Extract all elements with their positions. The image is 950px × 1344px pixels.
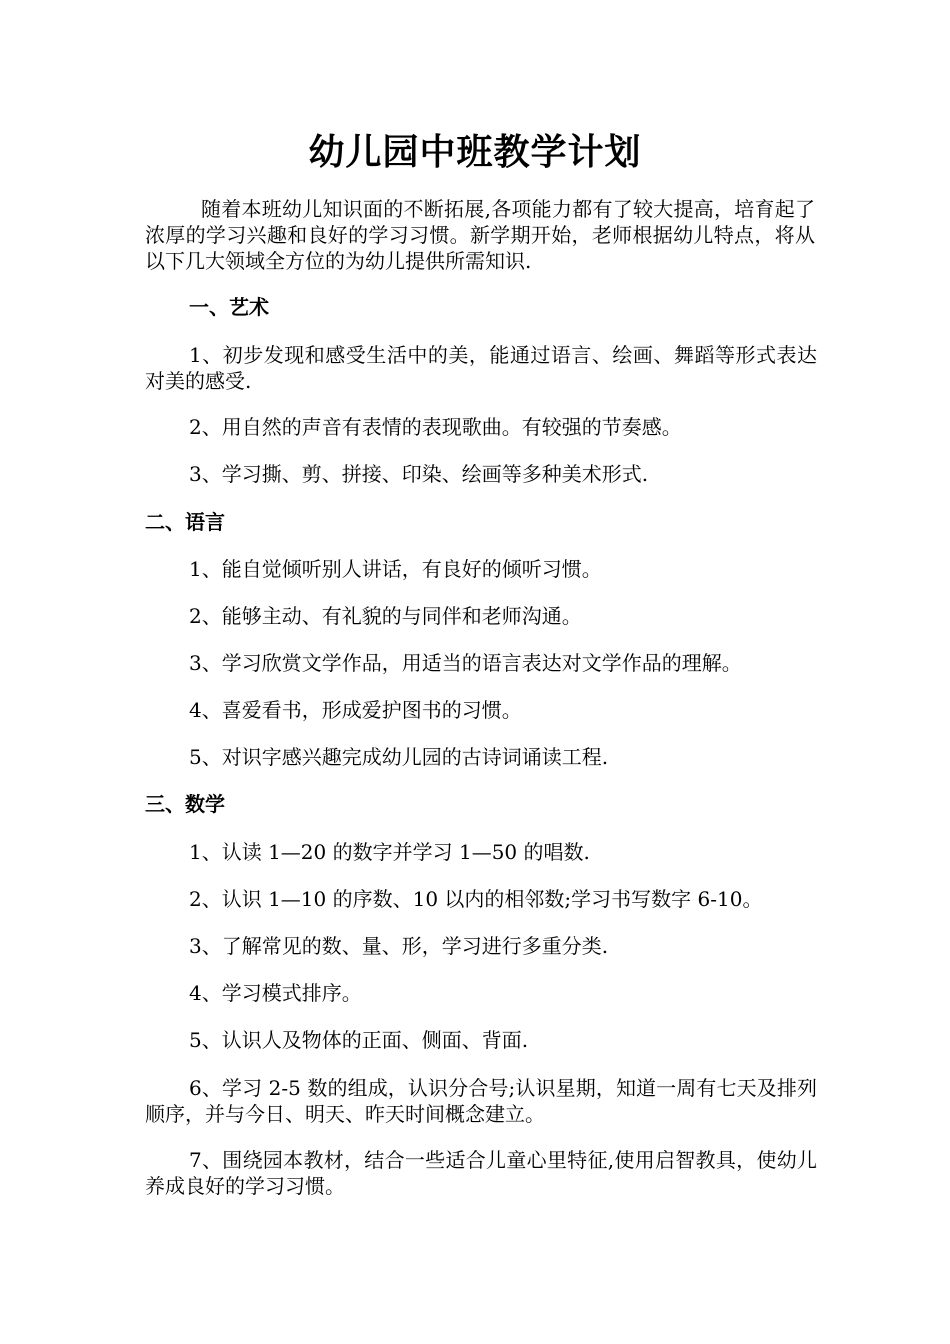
list-item: 1、能自觉倾听别人讲话，有良好的倾听习惯。 — [189, 557, 602, 581]
section-heading-math: 三、数学 — [145, 792, 225, 816]
list-item: 1、认读 1—20 的数字并学习 1—50 的唱数. — [189, 840, 590, 864]
section-heading-language: 二、语言 — [145, 510, 225, 534]
list-item: 5、对识字感兴趣完成幼儿园的古诗词诵读工程. — [189, 745, 609, 769]
list-item: 4、学习模式排序。 — [189, 981, 362, 1005]
section-heading-art: 一、艺术 — [189, 295, 269, 319]
list-item: 3、学习撕、剪、拼接、印染、绘画等多种美术形式. — [189, 462, 649, 486]
list-item: 3、了解常见的数、量、形，学习进行多重分类. — [189, 934, 609, 958]
list-item: 2、用自然的声音有表情的表现歌曲。有较强的节奏感。 — [189, 415, 682, 439]
intro-paragraph: 随着本班幼儿知识面的不断拓展,各项能力都有了较大提高，培育起了浓厚的学习兴趣和良好的学习习惯。新学期开始，老师根据幼儿特点，将从以下几大领域全方位的为幼儿提供所需知识. — [145, 197, 815, 273]
list-item: 7、围绕园本教材，结合一些适合儿童心里特征,使用启智教具，使幼儿养成良好的学习习惯。 — [145, 1148, 817, 1198]
list-item: 3、学习欣赏文学作品，用适当的语言表达对文学作品的理解。 — [189, 651, 742, 675]
list-item: 2、认识 1—10 的序数、10 以内的相邻数;学习书写数字 6-10。 — [189, 887, 763, 911]
document-title: 幼儿园中班教学计划 — [308, 131, 642, 173]
list-item: 6、学习 2-5 数的组成，认识分合号;认识星期，知道一周有七天及排列顺序，并与今日、明天、昨天时间概念建立。 — [145, 1076, 817, 1126]
list-item: 5、认识人及物体的正面、侧面、背面. — [189, 1028, 529, 1052]
list-item: 1、初步发现和感受生活中的美，能通过语言、绘画、舞蹈等形式表达对美的感受. — [145, 343, 817, 393]
list-item: 4、喜爱看书，形成爱护图书的习惯。 — [189, 698, 522, 722]
list-item: 2、能够主动、有礼貌的与同伴和老师沟通。 — [189, 604, 582, 628]
